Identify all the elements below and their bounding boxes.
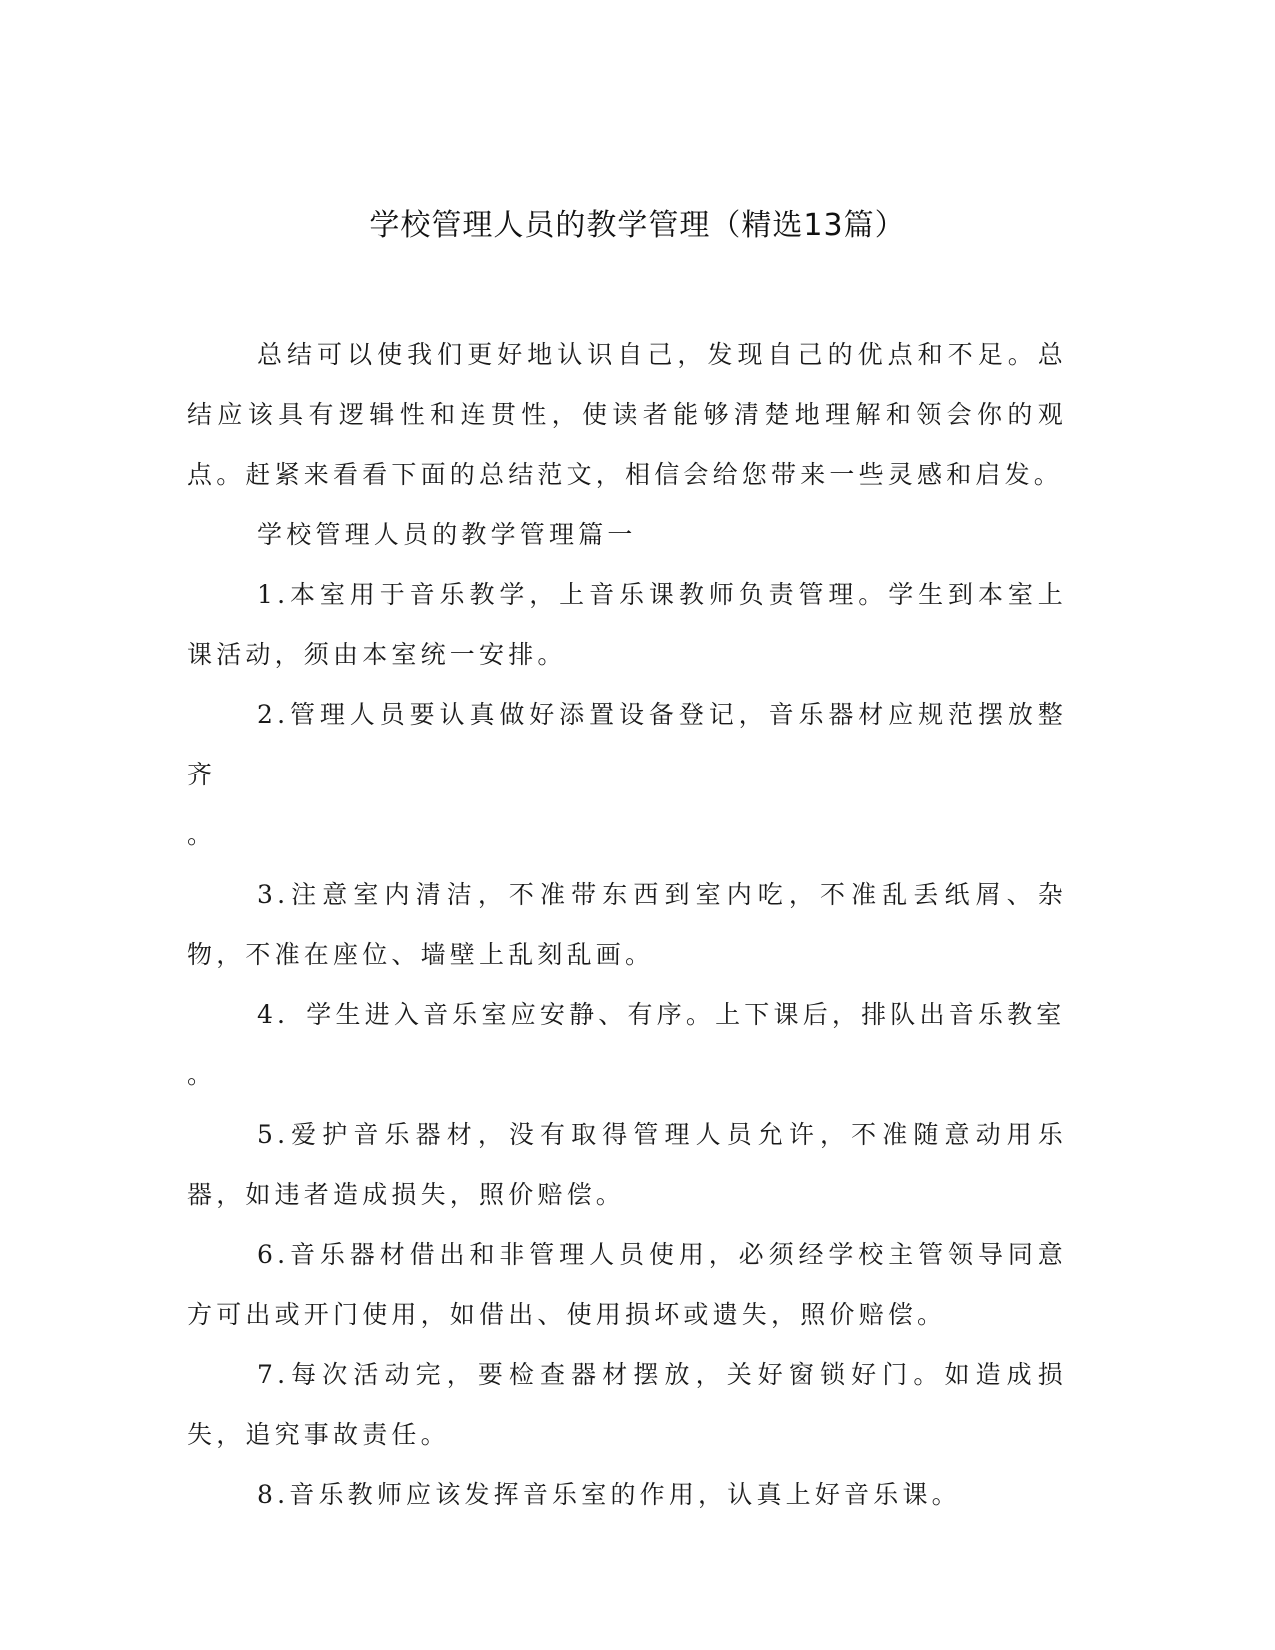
rule-tail-punctuation: 。 [187, 820, 217, 849]
rule-text: 4．学生进入音乐室应安静、有序。上下课后，排队出音乐教室 [257, 1000, 1066, 1029]
rule-paragraph [187, 565, 1067, 685]
rule-paragraph [187, 1225, 1067, 1345]
rule-text: 5.爱护音乐器材，没有取得管理人员允许，不准随意动用乐器，如违者造成损失，照价赔偿。 [187, 1120, 1067, 1209]
rule-text: 3.注意室内清洁，不准带东西到室内吃，不准乱丢纸屑、杂物，不准在座位、墙壁上乱刻乱画。 [187, 880, 1067, 969]
document-body [187, 325, 1067, 1525]
rule-paragraph [187, 985, 1067, 1105]
rule-text: 2.管理人员要认真做好添置设备登记，音乐器材应规范摆放整齐 [187, 700, 1067, 789]
section-heading: 学校管理人员的教学管理篇一 [257, 520, 637, 549]
rule-tail-punctuation: 。 [187, 1060, 217, 1089]
rule-text: 8.音乐教师应该发挥音乐室的作用，认真上好音乐课。 [257, 1480, 961, 1509]
intro-paragraph: 总结可以使我们更好地认识自己，发现自己的优点和不足。总结应该具有逻辑性和连贯性，使读者能够清楚地理解和领会你的观点。赶紧来看看下面的总结范文，相信会给您带来一些灵感和启发。 [187, 340, 1067, 489]
rule-text: 1.本室用于音乐教学，上音乐课教师负责管理。学生到本室上课活动，须由本室统一安排。 [187, 580, 1067, 669]
rule-text: 6.音乐器材借出和非管理人员使用，必须经学校主管领导同意方可出或开门使用，如借出、使用损坏或遗失，照价赔偿。 [187, 1240, 1067, 1329]
rule-paragraph [187, 865, 1067, 985]
document-title: 学校管理人员的教学管理（精选13篇） [369, 208, 906, 243]
rule-text: 7.每次活动完，要检查器材摆放，关好窗锁好门。如造成损失，追究事故责任。 [187, 1360, 1067, 1449]
rule-paragraph [187, 1465, 1067, 1525]
rule-paragraph [187, 1105, 1067, 1225]
rule-paragraph [187, 685, 1067, 865]
rule-paragraph [187, 1345, 1067, 1465]
